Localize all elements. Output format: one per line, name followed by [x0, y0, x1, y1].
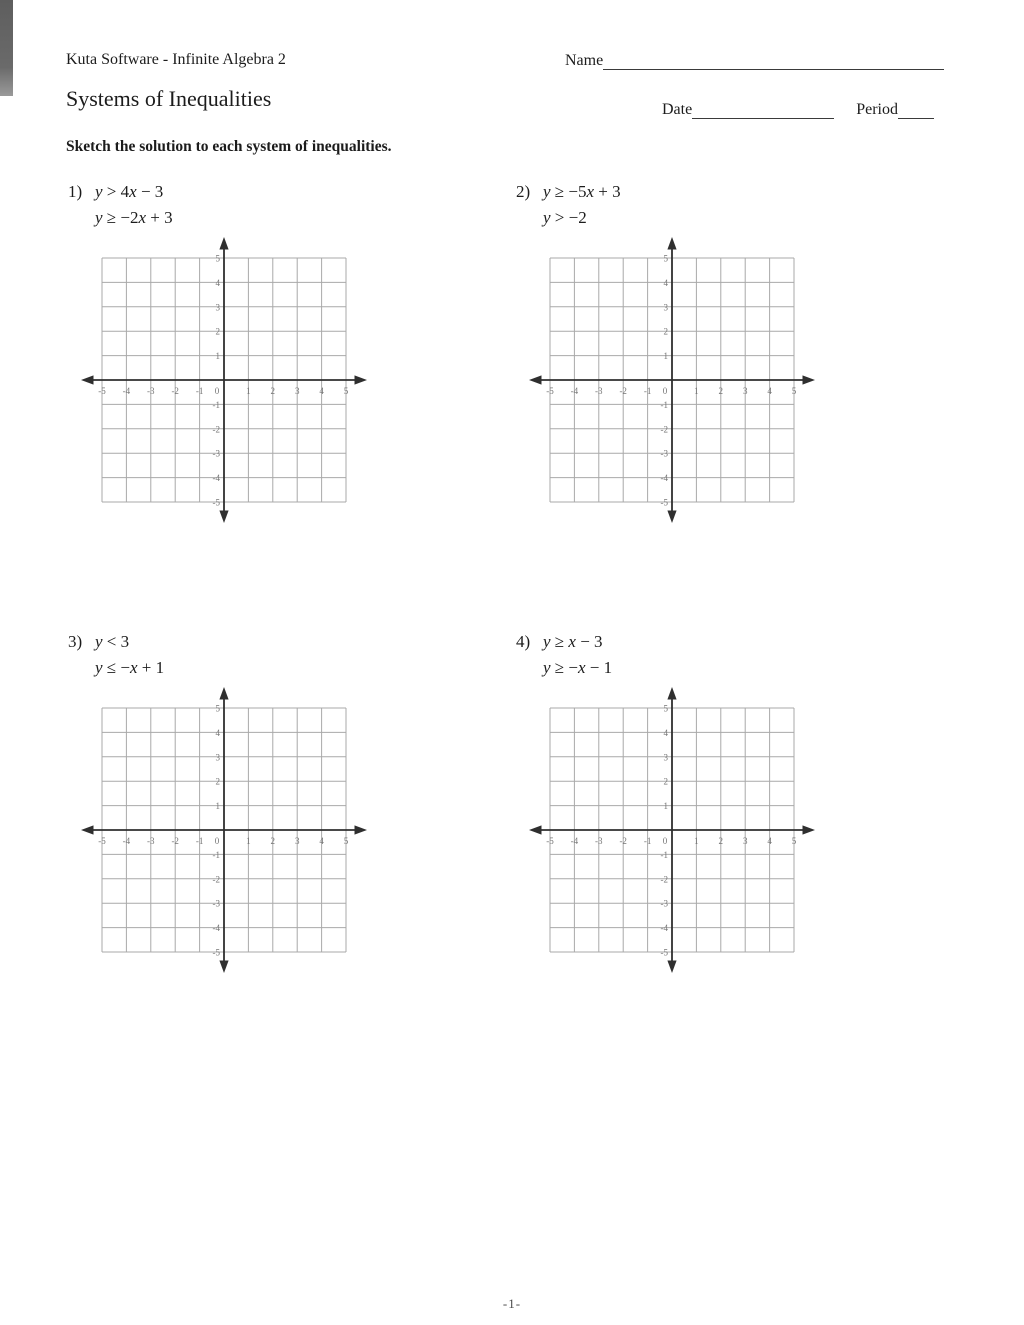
name-blank-line — [603, 51, 944, 70]
problem-2-inequality-1: y ≥ −5x + 3 — [543, 182, 621, 201]
problem-1-coordinate-grid — [80, 236, 368, 524]
svg-text:3: 3 — [742, 836, 748, 846]
svg-text:0: 0 — [214, 386, 220, 396]
problem-4-coordinate-grid — [528, 686, 816, 974]
name-row — [565, 51, 944, 70]
svg-text:-4: -4 — [212, 923, 220, 934]
problem-2-system — [543, 179, 621, 231]
svg-text:-3: -3 — [660, 898, 668, 909]
svg-text:4: 4 — [663, 727, 668, 738]
problem-4 — [516, 629, 612, 681]
date-blank-line — [692, 100, 834, 119]
problem-1-inequality-2: y ≥ −2x + 3 — [95, 208, 173, 227]
svg-text:5: 5 — [663, 703, 668, 714]
svg-text:0: 0 — [214, 836, 220, 846]
svg-text:4: 4 — [319, 836, 324, 846]
svg-text:1: 1 — [215, 351, 220, 362]
svg-text:1: 1 — [694, 836, 699, 846]
svg-text:-1: -1 — [660, 849, 668, 860]
svg-text:-4: -4 — [660, 923, 668, 934]
svg-text:-3: -3 — [212, 448, 220, 459]
problem-2-coordinate-grid — [528, 236, 816, 524]
svg-text:3: 3 — [294, 836, 300, 846]
svg-text:3: 3 — [215, 302, 220, 313]
svg-text:-5: -5 — [212, 497, 220, 508]
svg-text:5: 5 — [791, 836, 797, 846]
svg-text:-2: -2 — [619, 386, 627, 396]
problem-3-inequality-1: y < 3 — [95, 632, 130, 651]
svg-text:-1: -1 — [212, 399, 220, 410]
svg-text:-1: -1 — [195, 836, 204, 846]
svg-text:3: 3 — [663, 302, 668, 313]
svg-text:-5: -5 — [660, 497, 668, 508]
svg-text:-2: -2 — [212, 424, 220, 435]
problem-2 — [516, 179, 621, 231]
svg-text:3: 3 — [294, 386, 300, 396]
svg-text:-5: -5 — [660, 947, 668, 958]
problem-4-system — [543, 629, 612, 681]
problem-4-inequality-1: y ≥ x − 3 — [543, 632, 603, 651]
svg-text:-3: -3 — [595, 386, 603, 396]
svg-text:-3: -3 — [147, 836, 155, 846]
svg-text:-5: -5 — [546, 386, 554, 396]
svg-text:0: 0 — [662, 386, 668, 396]
svg-text:-4: -4 — [122, 386, 131, 396]
page-number: -1- — [502, 1296, 522, 1311]
svg-text:-2: -2 — [212, 874, 220, 885]
problem-1-number: 1) — [68, 182, 83, 201]
svg-text:2: 2 — [718, 386, 724, 396]
svg-text:0: 0 — [662, 836, 668, 846]
svg-text:-1: -1 — [643, 386, 652, 396]
problem-3-coordinate-grid — [80, 686, 368, 974]
worksheet-title: Systems of Inequalities — [66, 86, 272, 111]
svg-text:1: 1 — [663, 351, 668, 362]
svg-text:4: 4 — [767, 836, 772, 846]
svg-text:-3: -3 — [147, 386, 155, 396]
svg-text:1: 1 — [694, 386, 699, 396]
svg-text:-3: -3 — [212, 898, 220, 909]
svg-text:5: 5 — [791, 386, 797, 396]
date-period-row — [662, 100, 934, 119]
problem-3-number: 3) — [68, 632, 83, 651]
svg-text:-4: -4 — [212, 473, 220, 484]
svg-text:-1: -1 — [212, 849, 220, 860]
svg-text:-2: -2 — [171, 836, 179, 846]
svg-text:5: 5 — [343, 836, 349, 846]
svg-text:2: 2 — [215, 326, 220, 337]
svg-text:4: 4 — [215, 727, 220, 738]
svg-text:-1: -1 — [195, 386, 204, 396]
problem-4-number: 4) — [516, 632, 531, 651]
source-header: Kuta Software - Infinite Algebra 2 — [66, 51, 286, 68]
svg-text:-4: -4 — [660, 473, 668, 484]
svg-text:1: 1 — [663, 801, 668, 812]
problem-4-inequality-2: y ≥ −x − 1 — [543, 658, 613, 677]
svg-text:-5: -5 — [98, 386, 106, 396]
instruction-text: Sketch the solution to each system of inequalities. — [66, 138, 392, 155]
svg-text:-4: -4 — [570, 836, 579, 846]
date-label: Date — [662, 101, 693, 118]
svg-text:3: 3 — [742, 386, 748, 396]
svg-text:4: 4 — [319, 386, 324, 396]
svg-text:-2: -2 — [619, 836, 627, 846]
problem-3 — [68, 629, 164, 681]
problem-3-system — [95, 629, 164, 681]
period-blank-line — [898, 100, 934, 119]
svg-text:-4: -4 — [122, 836, 131, 846]
svg-text:5: 5 — [343, 386, 349, 396]
problem-1-system — [95, 179, 173, 231]
svg-text:4: 4 — [767, 386, 772, 396]
svg-text:5: 5 — [215, 703, 220, 714]
svg-text:-5: -5 — [212, 947, 220, 958]
scan-edge-artifact — [0, 0, 13, 96]
svg-text:-2: -2 — [171, 386, 179, 396]
svg-text:1: 1 — [246, 836, 251, 846]
svg-text:5: 5 — [215, 253, 220, 264]
problem-1-inequality-1: y > 4x − 3 — [95, 182, 164, 201]
svg-text:-3: -3 — [595, 836, 603, 846]
svg-text:2: 2 — [215, 776, 220, 787]
svg-text:-4: -4 — [570, 386, 579, 396]
period-label: Period — [856, 101, 898, 118]
svg-text:-5: -5 — [546, 836, 554, 846]
svg-text:-1: -1 — [643, 836, 652, 846]
problem-2-number: 2) — [516, 182, 531, 201]
svg-text:3: 3 — [663, 752, 668, 763]
svg-text:-3: -3 — [660, 448, 668, 459]
svg-text:2: 2 — [270, 386, 276, 396]
svg-text:4: 4 — [663, 277, 668, 288]
svg-text:2: 2 — [270, 836, 276, 846]
problem-3-inequality-2: y ≤ −x + 1 — [95, 658, 165, 677]
svg-text:3: 3 — [215, 752, 220, 763]
problem-2-inequality-2: y > −2 — [543, 208, 587, 227]
svg-text:-2: -2 — [660, 424, 668, 435]
name-label: Name — [565, 52, 604, 69]
problem-1 — [68, 179, 173, 231]
svg-text:1: 1 — [215, 801, 220, 812]
svg-text:5: 5 — [663, 253, 668, 264]
svg-text:2: 2 — [663, 776, 668, 787]
svg-text:1: 1 — [246, 386, 251, 396]
svg-text:-2: -2 — [660, 874, 668, 885]
svg-text:2: 2 — [718, 836, 724, 846]
svg-text:-1: -1 — [660, 399, 668, 410]
svg-text:4: 4 — [215, 277, 220, 288]
svg-text:2: 2 — [663, 326, 668, 337]
svg-text:-5: -5 — [98, 836, 106, 846]
